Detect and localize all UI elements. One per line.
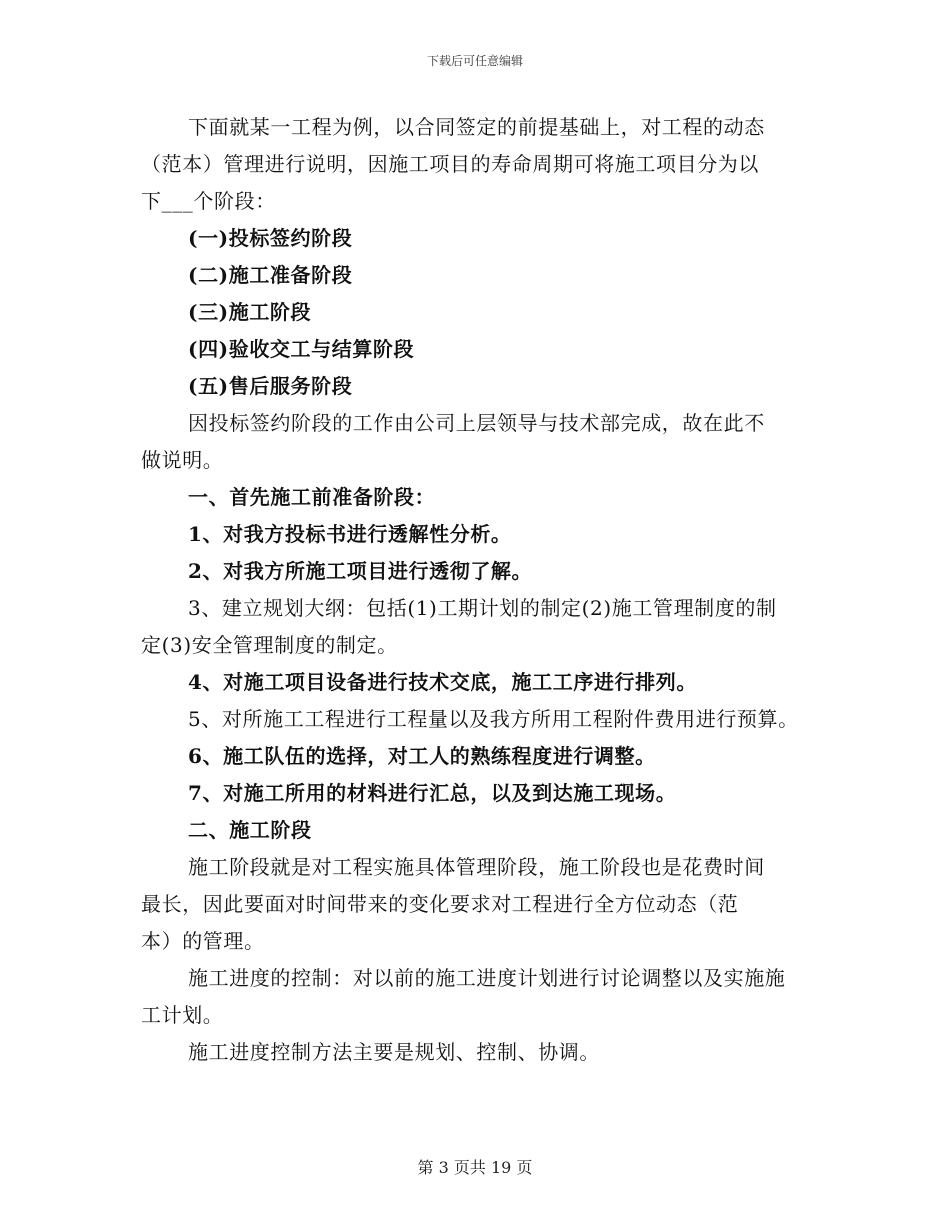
numbered-item: 5、对所施工工程进行工程量以及我方所用工程附件费用进行预算。 xyxy=(188,707,799,731)
body-text-line: 定(3)安全管理制度的制定。 xyxy=(141,633,398,657)
body-text-line: 施工进度的控制：对以前的施工进度计划进行讨论调整以及实施施 xyxy=(188,966,786,990)
stage-list-item: (二)施工准备阶段 xyxy=(188,263,353,287)
section-heading: 二、施工阶段 xyxy=(188,818,312,842)
body-text-line: 施工阶段就是对工程实施具体管理阶段，施工阶段也是花费时间 xyxy=(188,855,765,879)
stage-list-item: (五)售后服务阶段 xyxy=(188,374,353,398)
body-text-line: 因投标签约阶段的工作由公司上层领导与技术部完成，故在此不 xyxy=(188,411,765,435)
stage-list-item: (一)投标签约阶段 xyxy=(188,226,353,250)
numbered-item: 3、建立规划大纲：包括(1)工期计划的制定(2)施工管理制度的制 xyxy=(188,596,777,620)
body-text-line: 本）的管理。 xyxy=(141,929,265,953)
numbered-item: 7、对施工所用的材料进行汇总，以及到达施工现场。 xyxy=(188,781,677,805)
numbered-item: 2、对我方所施工项目进行透彻了解。 xyxy=(188,559,533,583)
section-heading: 一、首先施工前准备阶段： xyxy=(188,485,436,509)
page-number: 第 3 页共 19 页 xyxy=(417,1158,533,1177)
body-text-line: 下___个阶段： xyxy=(141,189,276,213)
body-text-line: 工计划。 xyxy=(141,1003,224,1027)
body-text-line: 下面就某一工程为例，以合同签定的前提基础上，对工程的动态 xyxy=(188,115,765,139)
numbered-item: 6、施工队伍的选择，对工人的熟练程度进行调整。 xyxy=(188,744,656,768)
body-text-line: 施工进度控制方法主要是规划、控制、协调。 xyxy=(188,1040,600,1064)
page-header: 下载后可任意编辑 xyxy=(426,54,523,68)
body-text-line: 做说明。 xyxy=(141,448,224,472)
stage-list-item: (三)施工阶段 xyxy=(188,300,312,324)
body-text-line: 最长，因此要面对时间带来的变化要求对工程进行全方位动态（范 xyxy=(141,892,739,916)
stage-list-item: (四)验收交工与结算阶段 xyxy=(188,337,415,361)
numbered-item: 1、对我方投标书进行透解性分析。 xyxy=(188,522,512,546)
numbered-item: 4、对施工项目设备进行技术交底，施工工序进行排列。 xyxy=(188,670,697,694)
body-text-line: （范本）管理进行说明，因施工项目的寿命周期可将施工项目分为以 xyxy=(141,152,759,176)
